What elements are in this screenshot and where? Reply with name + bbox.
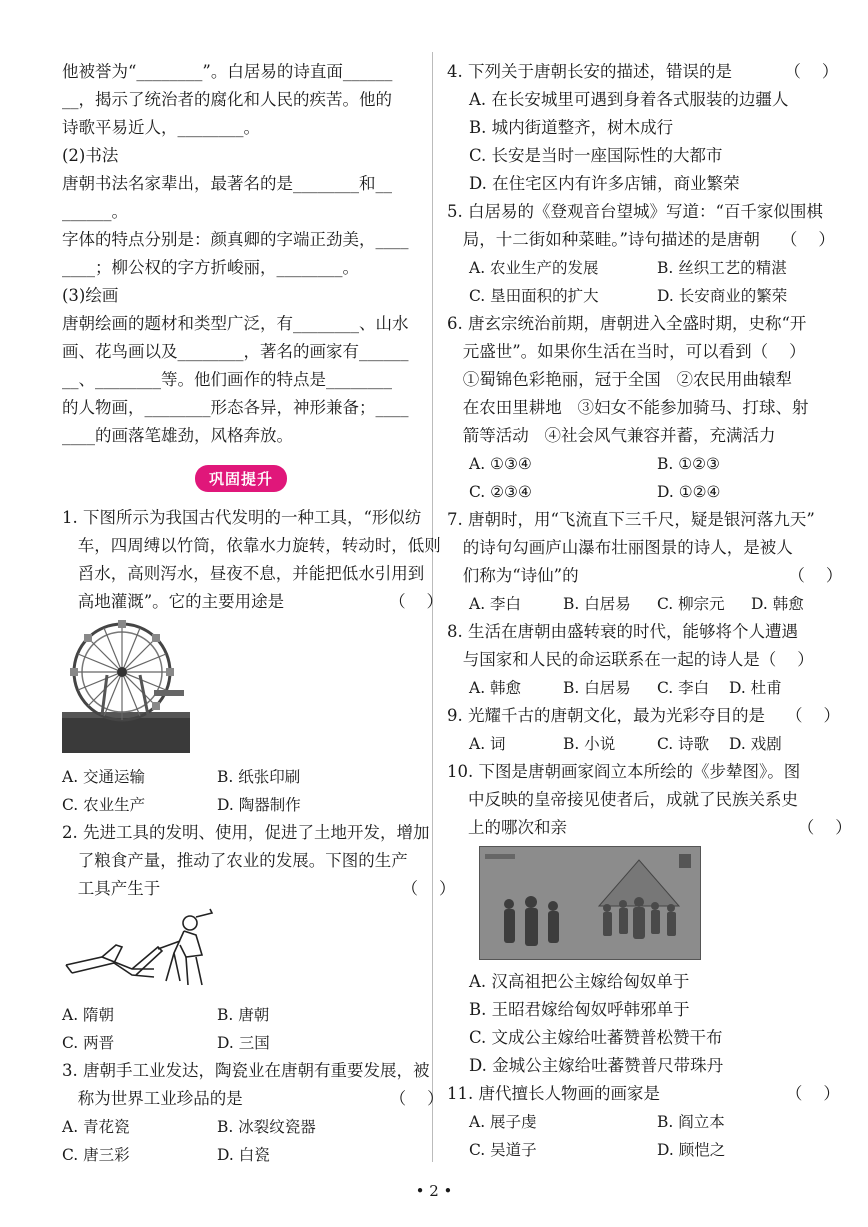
question-8	[447, 618, 827, 702]
option-a[interactable]: A. 展子虔	[469, 1113, 537, 1131]
option-c[interactable]: C. 农业生产	[62, 796, 146, 814]
question-3	[62, 1057, 444, 1169]
intro-line: (2)书法	[62, 146, 119, 165]
options-row	[62, 791, 420, 819]
option-a[interactable]: A. 韩愈	[469, 679, 522, 697]
question-line: 3. 唐朝手工业发达，陶瓷业在唐朝有重要发展，被	[62, 1061, 430, 1080]
question-line: 在农田里耕地 ③妇女不能参加骑马、打球、射	[447, 398, 809, 417]
question-5	[447, 198, 835, 310]
question-line: 与国家和人民的命运联系在一起的诗人是（ ）	[447, 650, 814, 669]
intro-line: ____；柳公权的字方折峻丽，________。	[62, 258, 359, 277]
question-7	[447, 506, 843, 618]
option-b[interactable]: B. 白居易	[563, 679, 631, 697]
question-1	[62, 504, 444, 819]
option-a[interactable]: A. 交通运输	[62, 768, 146, 786]
intro-line: __，揭示了统治者的腐化和人民的疾苦。他的	[62, 90, 392, 109]
options-row	[447, 730, 827, 758]
option-d[interactable]: D. 戏剧	[729, 735, 782, 753]
option-d[interactable]: D. 金城公主嫁给吐蕃赞普尺带珠丹	[469, 1056, 724, 1075]
option-c[interactable]: C. 李白	[657, 679, 710, 697]
question-line: 高地灌溉”。它的主要用途是 （ ）	[62, 592, 444, 611]
option-a[interactable]: A. 词	[469, 735, 506, 753]
options-row	[447, 1108, 827, 1136]
intro-line: 唐朝绘画的题材和类型广泛，有________、山水	[62, 314, 409, 333]
options-row	[62, 1029, 420, 1057]
right-column	[447, 58, 852, 1164]
question-line: 元盛世”。如果你生活在当时，可以看到（ ）	[447, 342, 806, 361]
intro-line: 画、花鸟画以及________，著名的画家有______	[62, 342, 409, 361]
option-a[interactable]: A. 隋朝	[62, 1006, 115, 1024]
question-line: 的诗句勾画庐山瀑布壮丽图景的诗人，是被人	[447, 538, 793, 557]
option-b[interactable]: B. 城内街道整齐，树木成行	[469, 118, 674, 137]
options-row	[447, 478, 827, 506]
plough-image	[62, 907, 420, 997]
question-line: 6. 唐玄宗统治前期，唐朝进入全盛时期，史称“开	[447, 314, 807, 333]
option-d[interactable]: D. 顾恺之	[657, 1141, 726, 1159]
options-row	[62, 1113, 420, 1141]
option-d[interactable]: D. 杜甫	[729, 679, 782, 697]
option-b[interactable]: B. 阎立本	[657, 1113, 725, 1131]
question-11	[447, 1080, 840, 1164]
question-line: 了粮食产量，推动了农业的发展。下图的生产	[62, 851, 408, 870]
question-line: 工具产生于 （ ）	[62, 879, 456, 898]
question-line: 9. 光耀千古的唐朝文化，最为光彩夺目的是 （ ）	[447, 706, 840, 725]
option-c[interactable]: C. 柳宗元	[657, 595, 725, 613]
options-row	[62, 763, 420, 791]
question-line: 5. 白居易的《登观音台望城》写道：“百千家似围棋	[447, 202, 823, 221]
intro-line: 他被誉为“________”。白居易的诗直面______	[62, 62, 393, 81]
intro-line: 的人物画，________形态各异，神形兼备；____	[62, 398, 409, 417]
option-a[interactable]: A. ①③④	[469, 455, 532, 473]
question-10	[447, 758, 852, 1080]
question-line: 车，四周缚以竹筒，依靠水力旋转，转动时，低则	[62, 536, 441, 555]
option-d[interactable]: D. 在住宅区内有许多店铺，商业繁荣	[469, 174, 740, 193]
option-d[interactable]: D. 长安商业的繁荣	[657, 287, 788, 305]
painting-image	[447, 846, 827, 964]
question-line: 10. 下图是唐朝画家阎立本所绘的《步辇图》。图	[447, 762, 801, 781]
intro-section	[62, 58, 420, 450]
question-line: 7. 唐朝时，用“飞流直下三千尺，疑是银河落九天”	[447, 510, 815, 529]
question-line: 称为世界工业珍品的是 （ ）	[62, 1089, 444, 1108]
question-line: 2. 先进工具的发明、使用，促进了土地开发，增加	[62, 823, 430, 842]
option-c[interactable]: C. 唐三彩	[62, 1146, 130, 1164]
question-line: 8. 生活在唐朝由盛转衰的时代，能够将个人遭遇	[447, 622, 798, 641]
waterwheel-image	[62, 620, 420, 759]
option-d[interactable]: D. 三国	[217, 1034, 270, 1052]
options-row	[447, 1136, 827, 1164]
option-c[interactable]: C. 两晋	[62, 1034, 115, 1052]
question-line: 11. 唐代擅长人物画的画家是 （ ）	[447, 1084, 840, 1103]
question-line: 4. 下列关于唐朝长安的描述，错误的是 （ ）	[447, 62, 839, 81]
option-c[interactable]: C. 吴道子	[469, 1141, 537, 1159]
option-b[interactable]: B. 白居易	[563, 595, 631, 613]
option-d[interactable]: D. 陶器制作	[217, 796, 301, 814]
option-d[interactable]: D. ①②④	[657, 483, 721, 501]
options-row	[447, 674, 827, 702]
question-line: 中反映的皇帝接见使者后，成就了民族关系史	[447, 790, 798, 809]
option-b[interactable]: B. 小说	[563, 735, 616, 753]
intro-line: ______。	[62, 202, 128, 221]
question-line: 舀水，高则泻水，昼夜不息，并能把低水引用到	[62, 564, 425, 583]
option-c[interactable]: C. ②③④	[469, 483, 532, 501]
option-b[interactable]: B. 冰裂纹瓷器	[217, 1118, 316, 1136]
option-d[interactable]: D. 白瓷	[217, 1146, 270, 1164]
option-a[interactable]: A. 农业生产的发展	[469, 259, 599, 277]
section-header	[62, 456, 420, 500]
option-c[interactable]: C. 诗歌	[657, 735, 710, 753]
option-c[interactable]: C. 文成公主嫁给吐蕃赞普松赞干布	[469, 1028, 723, 1047]
option-a[interactable]: A. 青花瓷	[62, 1118, 130, 1136]
option-d[interactable]: D. 韩愈	[751, 595, 804, 613]
question-line: 1. 下图所示为我国古代发明的一种工具，“形似纺	[62, 508, 422, 527]
intro-line: 字体的特点分别是：颜真卿的字端正劲美，____	[62, 230, 409, 249]
option-b[interactable]: B. 唐朝	[217, 1006, 270, 1024]
options-row	[447, 282, 827, 310]
intro-line: 诗歌平易近人，________。	[62, 118, 260, 137]
intro-line: (3)绘画	[62, 286, 119, 305]
question-line: 箭等活动 ④社会风气兼容并蓄，充满活力	[447, 426, 776, 445]
question-2	[62, 819, 456, 1057]
intro-line: ____的画落笔雄劲，风格奔放。	[62, 426, 293, 445]
question-line: ①蜀锦色彩艳丽，冠于全国 ②农民用曲辕犁	[447, 370, 792, 389]
option-c[interactable]: C. 长安是当时一座国际性的大都市	[469, 146, 723, 165]
intro-line: __、________等。他们画作的特点是________	[62, 370, 392, 389]
options-row	[62, 1141, 420, 1169]
options-row	[447, 254, 827, 282]
left-column	[62, 58, 456, 1169]
option-a[interactable]: A. 李白	[469, 595, 522, 613]
option-b[interactable]: B. 王昭君嫁给匈奴呼韩邪单于	[469, 1000, 690, 1019]
question-6	[447, 310, 827, 506]
intro-line: 唐朝书法名家辈出，最著名的是________和__	[62, 174, 392, 193]
question-line: 们称为“诗仙”的 （ ）	[447, 566, 843, 585]
question-line: 上的哪次和亲 （ ）	[447, 818, 852, 837]
option-b[interactable]: B. 丝织工艺的精湛	[657, 259, 787, 277]
question-line: 局，十二街如种菜畦。”诗句描述的是唐朝 （ ）	[447, 230, 835, 249]
options-row	[62, 1001, 420, 1029]
section-badge: 巩固提升	[195, 465, 287, 492]
question-9	[447, 702, 840, 758]
option-c[interactable]: C. 垦田面积的扩大	[469, 287, 599, 305]
page-number: • 2 •	[415, 1182, 453, 1200]
option-b[interactable]: B. 纸张印刷	[217, 768, 301, 786]
question-4	[447, 58, 839, 198]
options-row	[447, 450, 827, 478]
option-a[interactable]: A. 汉高祖把公主嫁给匈奴单于	[469, 972, 690, 991]
options-row	[447, 590, 827, 618]
option-b[interactable]: B. ①②③	[657, 455, 720, 473]
option-a[interactable]: A. 在长安城里可遇到身着各式服装的边疆人	[469, 90, 789, 109]
